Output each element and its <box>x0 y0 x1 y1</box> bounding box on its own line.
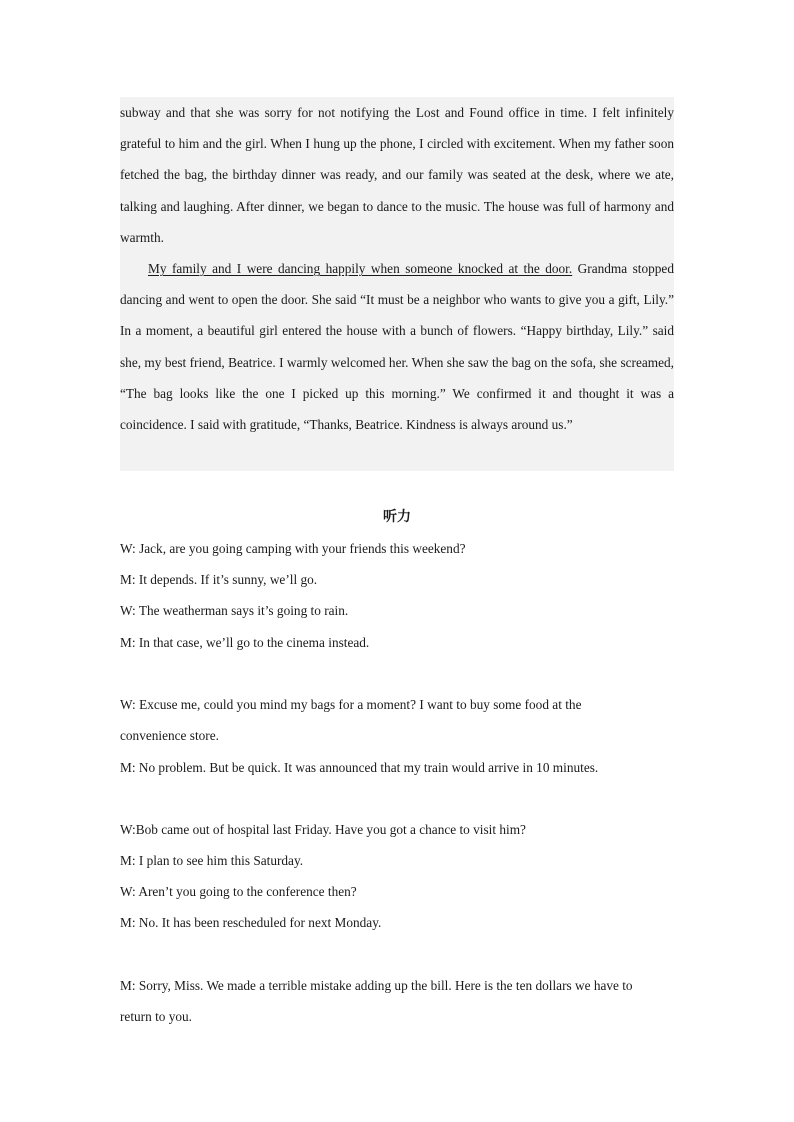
essay-shaded-box <box>120 97 674 471</box>
essay-paragraph-1: subway and that she was sorry for not notifying the Lost and Found office in time. I felt infinitely grateful to him and the girl. When I hung up the phone, I circled with excitement. When my father soon fetched the bag, the birthday dinner was ready, and our family was seated at the desk, where we ate, talking and laughing. After dinner, we began to dance to the music. The house was full of harmony and warmth. <box>120 105 674 245</box>
transcript-line: M: It depends. If it’s sunny, we’ll go. <box>120 572 318 587</box>
essay-paragraph-2-text: Grandma stopped dancing and went to open the door. She said “It must be a neighbor who wants to give you a gift, Lily.” In a moment, a beautiful girl entered the house with a bunch of flowers. “Happy birthday, Lily.” said she, my best friend, Beatrice. I warmly welcomed her. When she saw the bag on the sofa, she screamed, “The bag looks like the one I picked up this morning.” We confirmed it and thought it was a coincidence. I said with gratitude, “Thanks, Beatrice. Kindness is always around us.” <box>120 261 674 433</box>
transcript-line: M: No. It has been rescheduled for next Monday. <box>120 915 382 930</box>
listening-heading: 听力 <box>383 509 411 525</box>
transcript-line: W: Excuse me, could you mind my bags for a moment? I want to buy some food at the <box>120 697 582 712</box>
transcript-line: M: In that case, we’ll go to the cinema instead. <box>120 635 370 650</box>
transcript-line: W: Jack, are you going camping with your friends this weekend? <box>120 541 466 556</box>
essay-paragraph-2 <box>120 253 674 440</box>
transcript-line: W: The weatherman says it’s going to rain. <box>120 603 349 618</box>
transcript-line: M: No problem. But be quick. It was announced that my train would arrive in 10 minutes. <box>120 760 599 775</box>
underlined-opening-sentence: My family and I were dancing happily when someone knocked at the door. <box>148 261 573 276</box>
transcript-line: convenience store. <box>120 728 219 743</box>
transcript-line: W: Aren’t you going to the conference then? <box>120 884 357 899</box>
transcript-line: M: I plan to see him this Saturday. <box>120 853 304 868</box>
transcript-line: W:Bob came out of hospital last Friday. Have you got a chance to visit him? <box>120 822 526 837</box>
transcript-line: M: Sorry, Miss. We made a terrible mistake adding up the bill. Here is the ten dollars we have to <box>120 978 633 993</box>
transcript-line: return to you. <box>120 1009 193 1024</box>
